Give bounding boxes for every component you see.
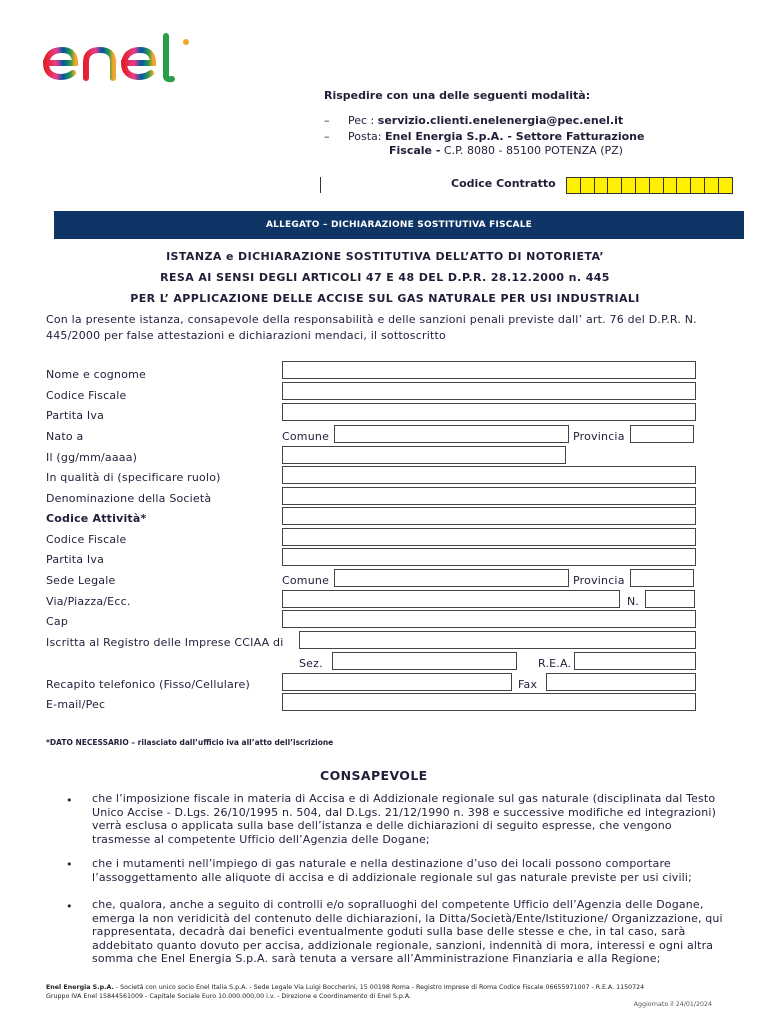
numero-civico-field[interactable]	[645, 590, 695, 608]
sez-field[interactable]	[332, 652, 517, 670]
codice-contratto-digit-box[interactable]	[691, 178, 705, 193]
fax-field[interactable]	[546, 673, 696, 691]
label-codice-fiscale: Codice Fiscale	[46, 389, 127, 402]
note-dato-necessario: *DATO NECESSARIO – rilasciato dall’ufficio iva all’atto dell’iscrizione	[46, 738, 334, 747]
label-qualita: In qualità di (specificare ruolo)	[46, 471, 221, 484]
codice-contratto-digit-box[interactable]	[567, 178, 581, 193]
label-data-nascita: Il (gg/mm/aaaa)	[46, 451, 138, 464]
dash: –	[324, 130, 330, 143]
codice-contratto-digit-box[interactable]	[664, 178, 678, 193]
comune-sede-field[interactable]	[334, 569, 569, 587]
posta-dept: Fiscale -	[389, 144, 441, 157]
posta-line-2	[389, 144, 623, 157]
label-comune-sede: Comune	[282, 574, 330, 587]
nome-field[interactable]	[282, 361, 696, 379]
label-recapito: Recapito telefonico (Fisso/Cellulare)	[46, 678, 250, 691]
provincia-nascita-field[interactable]	[630, 425, 694, 443]
codice-contratto-row	[320, 177, 735, 193]
codice-contratto-digit-box[interactable]	[650, 178, 664, 193]
label-sez: Sez.	[299, 657, 323, 670]
recapito-telefonico-field[interactable]	[282, 673, 512, 691]
codice-contratto-digit-box[interactable]	[595, 178, 609, 193]
codice-contratto-digit-box[interactable]	[705, 178, 719, 193]
label-nato-a: Nato a	[46, 430, 84, 443]
label-rea: R.E.A.	[538, 657, 572, 670]
consapevole-title: CONSAPEVOLE	[320, 768, 428, 783]
intro-text: Con la presente istanza, consapevole della responsabilità e delle sanzioni penali previste dall’ art. 76 del D.P.R. N. 445/2000 per false attestazioni e dichiarazioni mendaci, il sottoscritto	[46, 313, 697, 342]
label-codice-attivita: Codice Attività*	[46, 512, 147, 525]
label-fax: Fax	[518, 678, 538, 691]
bullet-1: •	[66, 794, 73, 807]
heading-2: RESA AI SENSI DEGLI ARTICOLI 47 E 48 DEL D.P.R. 28.12.2000 n. 445	[160, 271, 610, 284]
label-comune: Comune	[282, 430, 330, 443]
codice-contratto-label: Codice Contratto	[451, 177, 556, 190]
provincia-sede-field[interactable]	[630, 569, 694, 587]
heading-1: ISTANZA e DICHIARAZIONE SOSTITUTIVA DELL’ATTO DI NOTORIETA’	[166, 250, 604, 263]
cap-field[interactable]	[282, 610, 696, 628]
email-field[interactable]	[282, 693, 696, 711]
codice-contratto-boxes[interactable]	[566, 177, 733, 194]
send-title: Rispedire con una delle seguenti modalità:	[324, 89, 591, 102]
footer	[46, 983, 736, 1001]
consapevole-item-2: che i mutamenti nell’impiego di gas naturale e nella destinazione d’uso dei locali possono comportare l’assoggettamento alle aliquote di accisa e di addizionale regionale sul gas naturale previste per usi civili;	[92, 857, 692, 884]
posta-line	[324, 130, 644, 143]
footer-company: Enel Energia S.p.A.	[46, 984, 114, 991]
partita-iva-field[interactable]	[282, 403, 696, 421]
rea-field[interactable]	[574, 652, 696, 670]
label-sede-legale: Sede Legale	[46, 574, 116, 587]
posta-company: Enel Energia S.p.A. - Settore Fatturazione	[384, 130, 645, 143]
codice-contratto-digit-box[interactable]	[581, 178, 595, 193]
qualita-field[interactable]	[282, 466, 696, 484]
posta-label: Posta:	[348, 130, 382, 143]
consapevole-item-3: che, qualora, anche a seguito di controlli e/o sopralluoghi del competente Ufficio dell’Agenzia delle Dogane, emerga la non veridicità del contenuto delle dichiarazioni, la Ditta/Società/Ente/Istituzione/ Organizzazione, qui rappresentata, decadrà dai benefici eventualmente goduti sulla base delle stesse e che, in tal caso, sarà addebitato quanto dovuto per accisa, addizionale regionale, sanzioni, indennità di mora, interessi e ogni altra somma che Enel Energia S.p.A. sarà tenuta a versare all’Amministrazione Finanziaria e alla Regione;	[92, 898, 723, 965]
label-provincia: Provincia	[573, 430, 625, 443]
footer-line-2: Gruppo IVA Enel 15844561009 - Capitale Sociale Euro 10.000.000,00 i.v. - Direzione e Coordinamento di Enel S.p.A.	[46, 993, 412, 1000]
codice-contratto-digit-box[interactable]	[719, 178, 733, 193]
pec-line	[324, 114, 623, 127]
footer-line-1-rest: - Società con unico socio Enel Italia S.p.A. - Sede Legale Via Luigi Boccherini, 15 00198 Roma - Registro Imprese di Roma Codice Fiscale 06655971007 - R.E.A. 1150724	[113, 984, 645, 991]
updated-date: Aggiornato il 24/01/2024	[633, 1001, 712, 1008]
consapevole-item-1: che l’imposizione fiscale in materia di Accisa e di Addizionale regionale sul gas naturale (disciplinata dal Testo Unico Accise - D.Lgs. 26/10/1995 n. 504, dal D.Lgs. 21/12/1990 n. 398 e successive modifiche ed integrazioni) verrà esclusa o applicata sulla base dell’istanza e delle dichiarazioni di seguito espresse, che vengono trasmesse al competente Ufficio dell’Agenzia delle Dogane;	[92, 792, 717, 846]
section-banner: ALLEGATO – DICHIARAZIONE SOSTITUTIVA FISCALE	[54, 211, 744, 239]
via-field[interactable]	[282, 590, 620, 608]
label-via: Via/Piazza/Ecc.	[46, 595, 131, 608]
label-denominazione: Denominazione della Società	[46, 492, 212, 505]
posta-address: C.P. 8080 - 85100 POTENZA (PZ)	[443, 144, 623, 157]
codice-attivita-field[interactable]	[282, 507, 696, 525]
codice-contratto-digit-box[interactable]	[677, 178, 691, 193]
bullet-3: •	[66, 900, 73, 913]
codice-contratto-digit-box[interactable]	[622, 178, 636, 193]
denominazione-field[interactable]	[282, 487, 696, 505]
enel-logo	[40, 30, 200, 90]
label-email: E-mail/Pec	[46, 698, 106, 711]
codice-fiscale-societa-field[interactable]	[282, 528, 696, 546]
footer-line-1	[46, 983, 736, 992]
label-partita-iva: Partita Iva	[46, 409, 105, 422]
codice-contratto-digit-box[interactable]	[608, 178, 622, 193]
dash: –	[324, 114, 330, 127]
label-registro: Iscritta al Registro delle Imprese CCIAA di	[46, 636, 284, 649]
label-numero: N.	[627, 595, 640, 608]
bullet-2: •	[66, 858, 73, 871]
label-cap: Cap	[46, 615, 69, 628]
codice-fiscale-field[interactable]	[282, 382, 696, 400]
label-partita-iva-societa: Partita Iva	[46, 553, 105, 566]
pec-address: servizio.clienti.enelenergia@pec.enel.it	[377, 114, 624, 127]
label-codice-fiscale-societa: Codice Fiscale	[46, 533, 127, 546]
heading-3: PER L’ APPLICAZIONE DELLE ACCISE SUL GAS NATURALE PER USI INDUSTRIALI	[130, 292, 640, 305]
label-provincia-sede: Provincia	[573, 574, 625, 587]
registro-cciaa-field[interactable]	[299, 631, 696, 649]
comune-nascita-field[interactable]	[334, 425, 569, 443]
codice-contratto-digit-box[interactable]	[636, 178, 650, 193]
data-nascita-field[interactable]	[282, 446, 566, 464]
label-nome: Nome e cognome	[46, 368, 146, 381]
pec-label: Pec :	[348, 114, 375, 127]
partita-iva-societa-field[interactable]	[282, 548, 696, 566]
